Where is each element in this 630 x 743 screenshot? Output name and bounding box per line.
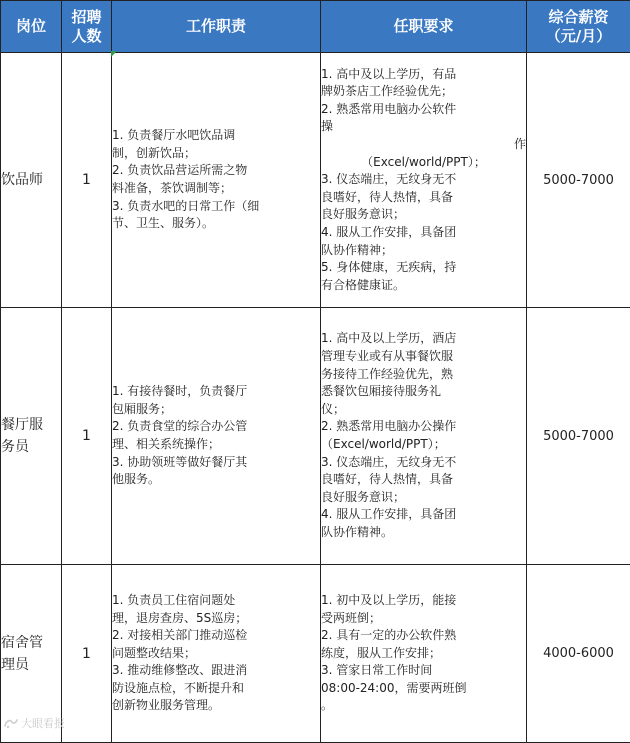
salary-cell: 5000-7000 [527, 308, 630, 565]
requirement-line: 1. 高中及以上学历，有品 [321, 66, 526, 84]
requirement-line: 4. 服从工作安排，具备团 [321, 224, 526, 242]
requirement-line: 5. 身体健康，无疾病，持 [321, 259, 526, 277]
requirement-line: 良好服务意识； [321, 489, 526, 507]
requirement-line: 队协作精神。 [321, 524, 526, 542]
requirement-line: 4. 服从工作安排，具备团 [321, 506, 526, 524]
table-header-row [1, 1, 630, 53]
position-line: 务员 [1, 436, 61, 458]
duty-line: 问题整改结果； [112, 645, 320, 663]
watermark-logo-icon [4, 717, 18, 729]
requirement-line: 08:00-24:00，需要两班倒 [321, 680, 526, 698]
count-cell: 1 [62, 53, 112, 308]
position-cell [1, 308, 62, 565]
requirement-line: 练度，服从工作安排； [321, 645, 526, 663]
position-line: 宿舍管 [1, 632, 61, 654]
header-duties: 工作职责 [112, 1, 321, 53]
duty-line: 理、相关系统操作； [112, 436, 320, 454]
requirement-line: 队协作精神； [321, 242, 526, 260]
header-salary-line: （元/月） [527, 27, 630, 46]
requirement-line: （Excel/world/PPT）； [321, 154, 526, 172]
duties-cell [112, 565, 321, 743]
requirements-cell [321, 308, 527, 565]
duty-line: 他服务。 [112, 471, 320, 489]
watermark-text: 大眼看报 [21, 715, 65, 731]
requirement-line: 悉餐饮包厢接待服务礼 [321, 383, 526, 401]
requirement-line: 仪； [321, 401, 526, 419]
requirement-line: 受两班倒； [321, 610, 526, 628]
duty-line: 2. 负责食堂的综合办公管 [112, 418, 320, 436]
duty-line: 防设施点检，不断提升和 [112, 680, 320, 698]
requirement-line: 2. 熟悉常用电脑办公软件 [321, 101, 526, 119]
duty-line: 节、卫生、服务）。 [112, 215, 320, 233]
duty-line: 料准备，茶饮调制等； [112, 180, 320, 198]
position-line: 餐厅服 [1, 414, 61, 436]
table-row [1, 53, 630, 308]
requirement-line: 2. 熟悉常用电脑办公操作 [321, 418, 526, 436]
duty-line: 制，创新饮品； [112, 145, 320, 163]
requirement-line: 3. 管家日常工作时间 [321, 662, 526, 680]
requirement-line: 牌奶茶店工作经验优先； [321, 83, 526, 101]
duty-line: 3. 负责水吧的日常工作（细 [112, 198, 320, 216]
requirement-line: 良好服务意识； [321, 206, 526, 224]
duty-line: 1. 有接待餐时，负责餐厅 [112, 383, 320, 401]
duty-line: 1. 负责餐厅水吧饮品调 [112, 127, 320, 145]
header-count-line: 人数 [62, 27, 111, 46]
count-cell: 1 [62, 308, 112, 565]
requirement-line: 管理专业或有从事餐饮服 [321, 348, 526, 366]
header-count-line: 招聘 [62, 8, 111, 27]
header-salary [527, 1, 630, 53]
position-cell [1, 53, 62, 308]
duty-line: 包厢服务； [112, 401, 320, 419]
requirement-line: 2. 具有一定的办公软件熟 [321, 627, 526, 645]
duty-line: 1. 负责员工住宿问题处 [112, 592, 320, 610]
count-cell: 1 [62, 565, 112, 743]
requirement-line: 3. 仪态端庄，无纹身无不 [321, 171, 526, 189]
requirements-cell [321, 565, 527, 743]
duty-line: 3. 推动维修整改、跟进消 [112, 662, 320, 680]
requirement-line: 有合格健康证。 [321, 277, 526, 295]
requirement-line: 3. 仪态端庄，无纹身无不 [321, 454, 526, 472]
duties-cell [112, 53, 321, 308]
duty-line: 2. 对接相关部门推动巡检 [112, 627, 320, 645]
header-count [62, 1, 112, 53]
requirement-line: 务接待工作经验优先，熟 [321, 366, 526, 384]
duty-line: 2. 负责饮品营运所需之物 [112, 162, 320, 180]
requirements-cell [321, 53, 527, 308]
header-position: 岗位 [1, 1, 62, 53]
header-requirements: 任职要求 [321, 1, 527, 53]
requirement-line: 良嗜好，待人热情，具备 [321, 471, 526, 489]
header-salary-line: 综合薪资 [527, 8, 630, 27]
requirement-line: 操 [321, 118, 526, 136]
table-row [1, 565, 630, 743]
requirement-line: （Excel/world/PPT）； [321, 436, 526, 454]
requirement-line: 1. 初中及以上学历，能接 [321, 592, 526, 610]
requirement-line: 。 [321, 697, 526, 715]
duty-line: 3. 协助领班等做好餐厅其 [112, 454, 320, 472]
salary-cell: 5000-7000 [527, 53, 630, 308]
cell-comment-marker-icon [111, 51, 117, 57]
watermark [4, 715, 65, 731]
requirement-line: 作 [321, 136, 526, 154]
duties-cell [112, 308, 321, 565]
duty-line: 理，退房查房、5S巡房； [112, 610, 320, 628]
position-line: 饮品师 [1, 169, 61, 191]
requirement-line: 良嗜好，待人热情，具备 [321, 189, 526, 207]
position-line: 理员 [1, 654, 61, 676]
duty-line: 创新物业服务管理。 [112, 697, 320, 715]
salary-cell: 4000-6000 [527, 565, 630, 743]
table-row [1, 308, 630, 565]
requirement-line: 1. 高中及以上学历，酒店 [321, 330, 526, 348]
